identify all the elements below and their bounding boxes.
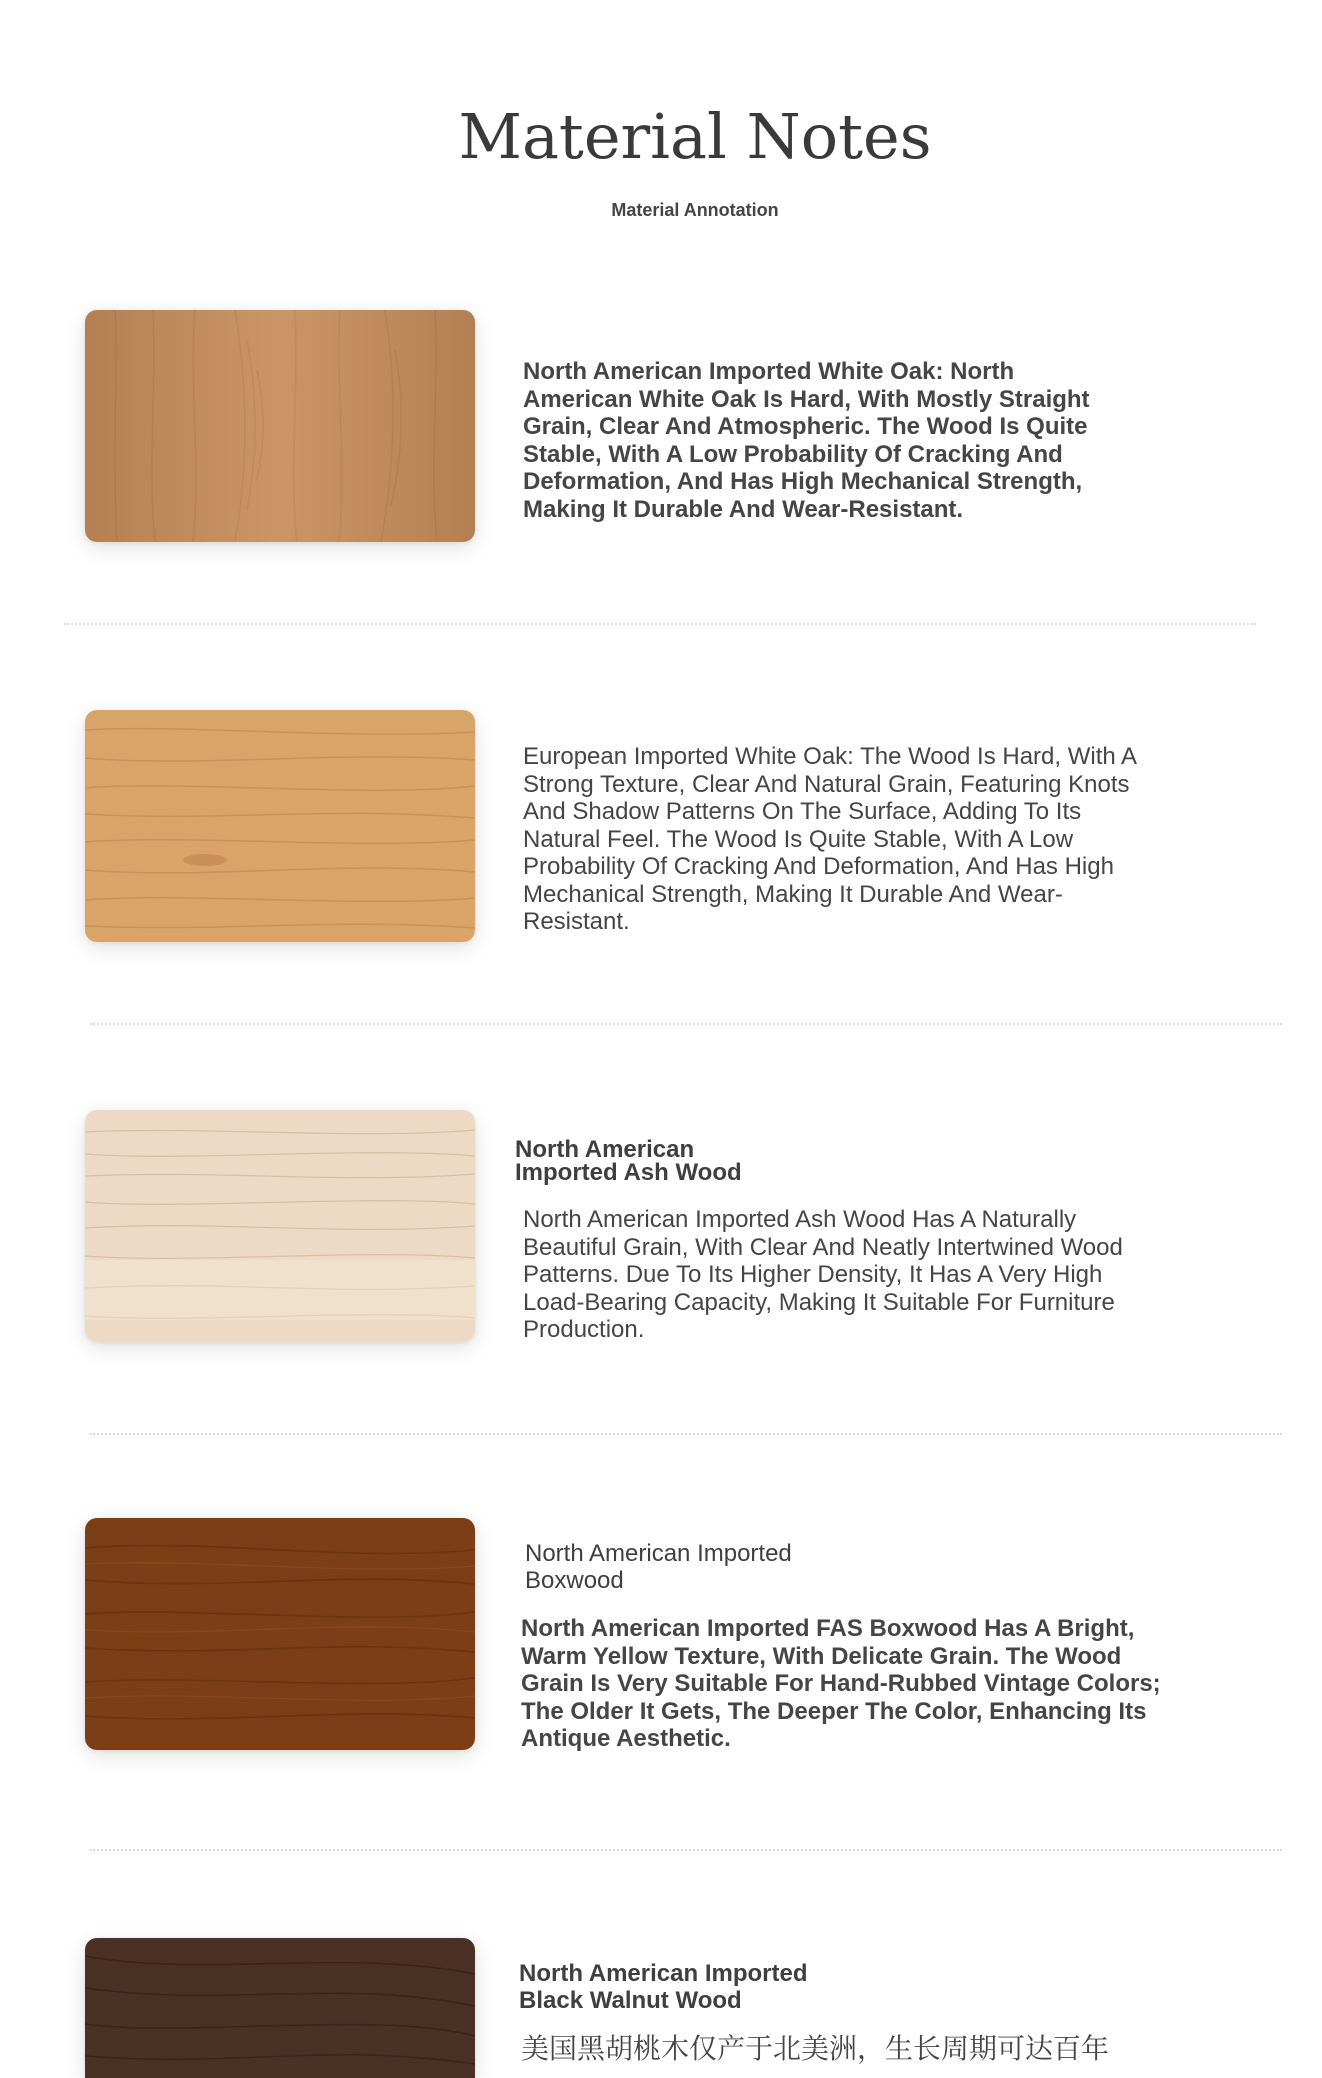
material-name: North American Imported Ash Wood [515, 1136, 742, 1186]
european-oak-swatch [85, 710, 475, 942]
page-title: Material Notes [458, 100, 932, 173]
divider [64, 623, 1256, 625]
material-description: North American Imported FAS Boxwood Has A Bright, Warm Yellow Texture, With Delicate Grain. The Wood Grain Is Very Suitable For Hand-Rubbed Vintage Colors; The Older It Gets, The Deeper The Color, Enhancing Its Antique Aesthetic. [521, 1615, 1161, 1752]
divider [90, 1849, 1282, 1851]
divider [90, 1023, 1282, 1025]
boxwood-swatch [85, 1518, 475, 1750]
divider [90, 1433, 1282, 1435]
ash-wood-swatch [85, 1110, 475, 1342]
white-oak-swatch [85, 310, 475, 542]
material-description: European Imported White Oak: The Wood Is Hard, With A Strong Texture, Clear And Natural Grain, Featuring Knots And Shadow Patterns On The Surface, Adding To Its Natural Feel. The Wood Is Quite Stable, With A Low Probability Of Cracking And Deformation, And Has High Mechanical Strength, Making It Durable And Wear-Resistant. [523, 743, 1136, 935]
page-subtitle: Material Annotation [611, 200, 779, 220]
material-description: North American Imported Ash Wood Has A Naturally Beautiful Grain, With Clear And Neatly Intertwined Wood Patterns. Due To Its Higher Density, It Has A Very High Load-Bearing Capacity, Making It Suitable For Furniture Production. [523, 1206, 1123, 1343]
material-description: 美国黑胡桃木仅产于北美洲，生长周期可达百年 [521, 2033, 1110, 2064]
black-walnut-swatch [85, 1938, 475, 2078]
material-name: North American Imported Black Walnut Wood [519, 1960, 808, 2014]
material-description: North American Imported White Oak: North American White Oak Is Hard, With Mostly Straight Grain, Clear And Atmospheric. The Wood Is Quite Stable, With A Low Probability Of Cracking And Deformation, And Has High Mechanical Strength, Making It Durable And Wear-Resistant. [523, 358, 1090, 523]
material-name: North American Imported Boxwood [525, 1540, 792, 1594]
